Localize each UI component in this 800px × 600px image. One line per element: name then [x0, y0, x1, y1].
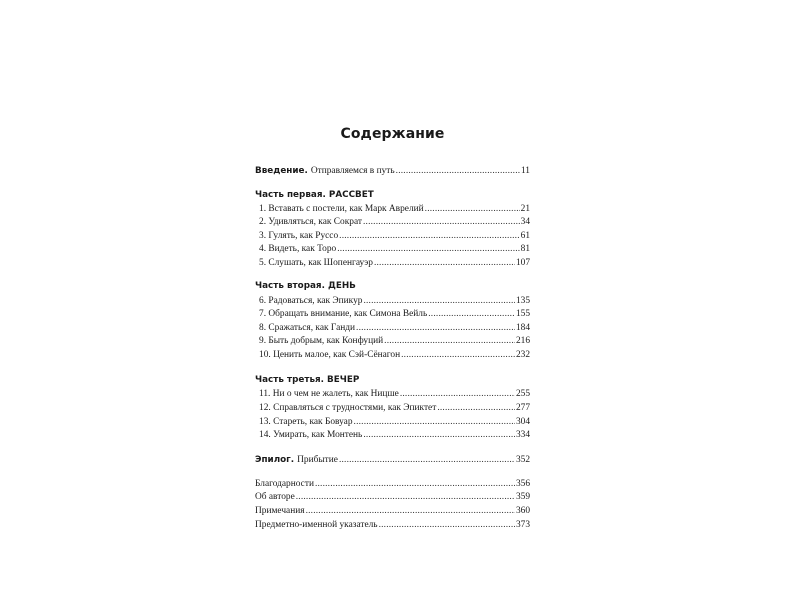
toc-entry-page: 334 — [515, 430, 530, 440]
toc-entry-title: 10. Ценить малое, как Сэй-Сёнагон — [259, 350, 401, 360]
toc-entry-page: 255 — [515, 389, 530, 399]
dot-leader — [384, 334, 515, 348]
dot-leader — [363, 215, 520, 229]
book-page — [255, 0, 530, 600]
toc-entry-title: 1. Вставать с постели, как Марк Аврелий — [259, 204, 424, 214]
toc-entry-back-matter — [255, 477, 530, 491]
toc-entry-title: 8. Сражаться, как Ганди — [259, 323, 356, 333]
dot-leader — [363, 294, 514, 308]
toc-entry-title: 5. Слушать, как Шопенгауэр — [259, 258, 373, 268]
dot-leader — [339, 229, 519, 243]
toc-entry — [255, 387, 530, 401]
part-heading — [255, 279, 530, 293]
dot-leader — [296, 490, 515, 504]
toc-entry-title: Прибытие — [297, 455, 338, 465]
toc-entry-title: 9. Быть добрым, как Конфуций — [259, 336, 384, 346]
toc-entry-page: 356 — [515, 479, 530, 489]
toc-entry-page: 155 — [515, 309, 530, 319]
dot-leader — [400, 387, 515, 401]
toc-entry-title: 2. Удивляться, как Сократ — [259, 217, 362, 227]
toc-entry-title: Предметно-именной указатель — [255, 520, 378, 530]
toc-entry-page: 359 — [515, 492, 530, 502]
toc-entry — [255, 307, 530, 321]
dot-leader — [356, 321, 515, 335]
toc-entry-page: 184 — [515, 323, 530, 333]
toc-entry — [255, 202, 530, 216]
toc-entry — [255, 229, 530, 243]
toc-entry-page: 81 — [520, 244, 530, 254]
toc-entry-page: 61 — [520, 231, 530, 241]
toc-entry-page: 360 — [515, 506, 530, 516]
toc-entry-title: 13. Стареть, как Бовуар — [259, 417, 353, 427]
toc-entry-page: 135 — [515, 296, 530, 306]
dot-leader — [428, 307, 515, 321]
toc-entry-page: 107 — [515, 258, 530, 268]
part-heading — [255, 188, 530, 202]
dot-leader — [425, 202, 520, 216]
toc-entry-title: 6. Радоваться, как Эпикур — [259, 296, 363, 306]
toc-entry-title: Благодарности — [255, 479, 314, 489]
toc-entry-lead: Эпилог. — [255, 455, 295, 465]
dot-leader — [339, 453, 515, 467]
toc-entry-title: 11. Ни о чем не жалеть, как Ницше — [259, 389, 399, 399]
part-heading-text: Часть вторая. ДЕНЬ — [255, 281, 356, 291]
dot-leader — [363, 428, 515, 442]
part-heading-text: Часть третья. ВЕЧЕР — [255, 375, 360, 385]
toc-entry — [255, 256, 530, 270]
dot-leader — [337, 242, 519, 256]
dot-leader — [306, 504, 515, 518]
toc-entry-title: 7. Обращать внимание, как Симона Вейль — [259, 309, 428, 319]
part-heading-text: Часть первая. РАССВЕТ — [255, 190, 374, 200]
toc-entry-title: Отправляемся в путь — [310, 166, 395, 176]
toc-entry-back-matter — [255, 504, 530, 518]
toc-entry-page: 304 — [515, 417, 530, 427]
dot-leader — [379, 518, 515, 532]
dot-leader — [396, 164, 520, 178]
dot-leader — [437, 401, 515, 415]
toc-entry — [255, 428, 530, 442]
toc-entry-title: 4. Видеть, как Торо — [259, 244, 337, 254]
toc-entry — [255, 415, 530, 429]
toc-entry-title: 3. Гулять, как Руссо — [259, 231, 339, 241]
dot-leader — [374, 256, 515, 270]
toc-entry — [255, 321, 530, 335]
toc-entry-title: 14. Умирать, как Монтень — [259, 430, 363, 440]
dot-leader — [354, 415, 515, 429]
part-heading — [255, 373, 530, 387]
toc-entry-page: 373 — [515, 520, 530, 530]
toc-entry-lead: Введение. — [255, 166, 308, 176]
toc-entry-introduction — [255, 164, 530, 178]
toc-entry — [255, 294, 530, 308]
toc-entry-page: 11 — [520, 166, 530, 176]
toc-entry — [255, 215, 530, 229]
toc-entry-back-matter — [255, 490, 530, 504]
toc-entry-page: 277 — [515, 403, 530, 413]
toc-entry-page: 21 — [520, 204, 530, 214]
toc-entry-page: 232 — [515, 350, 530, 360]
toc-entry-title: 12. Справляться с трудностями, как Эпиктет — [259, 403, 437, 413]
toc-entry-title: Об авторе — [255, 492, 295, 502]
dot-leader — [315, 477, 515, 491]
toc-entry-back-matter — [255, 518, 530, 532]
dot-leader — [401, 348, 515, 362]
toc-title: Содержание — [340, 126, 445, 142]
toc-entry-page: 352 — [515, 455, 530, 465]
toc-entry — [255, 334, 530, 348]
toc-entry — [255, 242, 530, 256]
toc-entry — [255, 401, 530, 415]
toc-entry-page: 216 — [515, 336, 530, 346]
toc-entry-epilogue — [255, 453, 530, 467]
toc-entry — [255, 348, 530, 362]
toc-entry-title: Примечания — [255, 506, 305, 516]
toc-entry-page: 34 — [520, 217, 530, 227]
